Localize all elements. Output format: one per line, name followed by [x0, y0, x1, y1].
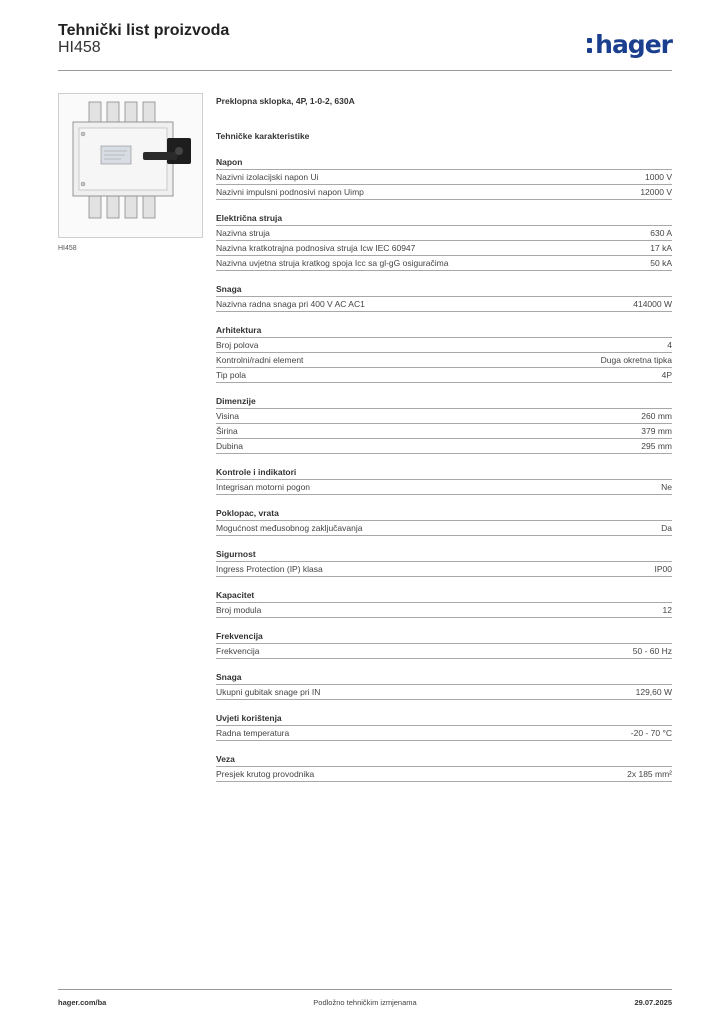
spec-sections — [216, 155, 672, 782]
spec-row — [216, 296, 672, 312]
spec-content — [216, 96, 672, 793]
product-image — [58, 93, 203, 238]
spec-label: Nazivna uvjetna struja kratkog spoja Icc sa gl-gG osiguračima — [216, 258, 449, 268]
spec-label: Nazivna kratkotrajna podnosiva struja Icw IEC 60947 — [216, 243, 416, 253]
spec-label: Ingress Protection (IP) klasa — [216, 564, 323, 574]
spec-value: -20 - 70 °C — [630, 728, 672, 738]
spec-value: 379 mm — [641, 426, 672, 436]
spec-label: Broj polova — [216, 340, 259, 350]
spec-row — [216, 561, 672, 577]
spec-label: Frekvencija — [216, 646, 260, 656]
spec-section — [216, 711, 672, 741]
spec-value: 4 — [667, 340, 672, 350]
image-caption: HI458 — [58, 245, 77, 252]
spec-section — [216, 588, 672, 618]
spec-section — [216, 394, 672, 454]
spec-value: 630 A — [650, 228, 672, 238]
spec-row — [216, 337, 672, 352]
section-title: Napon — [216, 157, 243, 167]
page-footer — [58, 989, 672, 1010]
spec-value: 4P — [661, 370, 672, 380]
spec-section — [216, 629, 672, 659]
spec-label: Širina — [216, 426, 238, 436]
product-description: Preklopna sklopka, 4P, 1-0-2, 630A — [216, 96, 355, 106]
section-title: Sigurnost — [216, 549, 256, 559]
spec-label: Tip pola — [216, 370, 246, 380]
spec-value: 1000 V — [645, 172, 672, 182]
spec-value: 12 — [662, 605, 672, 615]
switch-disconnector-illustration — [59, 94, 202, 237]
spec-value: 50 kA — [650, 258, 672, 268]
spec-value: 295 mm — [641, 441, 672, 451]
spec-row — [216, 367, 672, 383]
spec-row — [216, 766, 672, 782]
spec-label: Integrisan motorni pogon — [216, 482, 311, 492]
footer-date: 29.07.2025 — [634, 998, 672, 1007]
spec-row — [216, 438, 672, 454]
section-title: Kontrole i indikatori — [216, 467, 297, 477]
spec-section — [216, 547, 672, 577]
section-title: Arhitektura — [216, 325, 262, 335]
spec-row — [216, 602, 672, 618]
spec-row — [216, 352, 672, 367]
spec-label: Broj modula — [216, 605, 262, 615]
tech-characteristics-title: Tehničke karakteristike — [216, 131, 310, 141]
spec-section — [216, 465, 672, 495]
section-title: Poklopac, vrata — [216, 508, 279, 518]
spec-section — [216, 282, 672, 312]
section-title: Kapacitet — [216, 590, 255, 600]
spec-value: 17 kA — [650, 243, 672, 253]
spec-row — [216, 408, 672, 423]
spec-row — [216, 184, 672, 200]
logo-text: hager — [595, 30, 672, 59]
spec-value: Da — [661, 523, 672, 533]
spec-row — [216, 684, 672, 700]
section-title: Uvjeti korištenja — [216, 713, 282, 723]
spec-label: Ukupni gubitak snage pri IN — [216, 687, 321, 697]
spec-label: Nazivni izolacijski napon Ui — [216, 172, 319, 182]
spec-value: Ne — [661, 482, 672, 492]
spec-section — [216, 752, 672, 782]
spec-value: 12000 V — [640, 187, 672, 197]
logo-dots-icon — [587, 38, 593, 54]
spec-label: Radna temperatura — [216, 728, 290, 738]
section-title: Električna struja — [216, 213, 283, 223]
spec-label: Nazivna radna snaga pri 400 V AC AC1 — [216, 299, 365, 309]
spec-label: Nazivna struja — [216, 228, 270, 238]
footer-website: hager.com/ba — [58, 998, 107, 1007]
document-title: Tehnički list proizvoda — [58, 22, 230, 39]
spec-value: 50 - 60 Hz — [632, 646, 672, 656]
section-title: Frekvencija — [216, 631, 263, 641]
section-title: Snaga — [216, 284, 242, 294]
section-title: Snaga — [216, 672, 242, 682]
spec-section — [216, 323, 672, 383]
spec-value: 260 mm — [641, 411, 672, 421]
spec-row — [216, 643, 672, 659]
spec-label: Kontrolni/radni element — [216, 355, 304, 365]
spec-row — [216, 169, 672, 184]
spec-row — [216, 240, 672, 255]
spec-value: Duga okretna tipka — [600, 355, 672, 365]
footer-note: Podložno tehničkim izmjenama — [313, 998, 417, 1007]
spec-value: 414000 W — [633, 299, 672, 309]
spec-section — [216, 155, 672, 200]
spec-value: IP00 — [654, 564, 672, 574]
spec-row — [216, 479, 672, 495]
section-title: Veza — [216, 754, 235, 764]
spec-label: Presjek krutog provodnika — [216, 769, 315, 779]
spec-section — [216, 670, 672, 700]
page-header — [58, 22, 672, 71]
spec-value: 129,60 W — [635, 687, 672, 697]
product-code: HI458 — [58, 39, 101, 56]
spec-label: Nazivni impulsni podnosivi napon Uimp — [216, 187, 364, 197]
spec-row — [216, 225, 672, 240]
spec-label: Mogućnost međusobnog zaključavanja — [216, 523, 363, 533]
hager-logo — [587, 30, 672, 59]
spec-section — [216, 506, 672, 536]
spec-value: 2x 185 mm² — [627, 769, 672, 779]
spec-row — [216, 520, 672, 536]
spec-label: Dubina — [216, 441, 243, 451]
spec-row — [216, 725, 672, 741]
spec-row — [216, 423, 672, 438]
spec-row — [216, 255, 672, 271]
section-title: Dimenzije — [216, 396, 256, 406]
spec-section — [216, 211, 672, 271]
spec-label: Visina — [216, 411, 239, 421]
